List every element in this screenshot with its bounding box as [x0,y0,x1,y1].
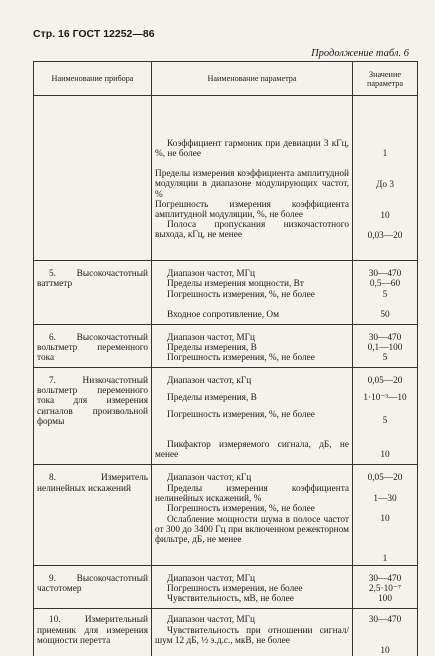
parameter-text: Входное сопротивление, Ом [167,309,279,320]
value-cell [353,465,418,565]
parameter-text: Погрешность измерения, %, не более [167,409,315,420]
parameter-cell [152,261,353,325]
table-continuation-label: Продолжение табл. 6 [311,48,409,59]
parameter-value: 10 [380,513,390,524]
value-cell [353,609,418,656]
column-header-parameter: Наименование параметра [152,62,353,96]
column-header-value: Значение параметра [353,62,418,96]
parameter-text: Диапазон частот, МГц [167,332,256,343]
parameter-text: Диапазон частот, МГц [167,269,256,279]
table-header-row [34,62,418,96]
table-row [34,261,418,325]
parameter-value: 10 [380,645,390,656]
value-cell [353,367,418,465]
parameter-value: 100 [378,594,392,605]
parameter-value: 10 [380,449,390,460]
device-name: 7. Низкочастотный вольтметр переменного тока для измерения сигналов произвольной формы [37,375,148,427]
parameter-cell [152,565,353,609]
parameter-cell [152,609,353,656]
parameter-text: Погрешность измерения, не более [167,583,303,594]
parameter-value: 30—470 [368,332,402,343]
parameter-text: Коэффициент гармоник при девиации 3 кГц, %, не более [155,139,349,160]
device-name-cell [34,609,152,656]
parameter-text: Погрешность измерения, %, не более [167,353,315,364]
value-cell [353,261,418,325]
device-name: 10. Измерительный приемник для измерения мощности перетта [37,615,148,647]
column-header-device: Наименование прибора [34,62,152,96]
parameter-text: Диапазон частот, кГц [167,375,252,386]
page-header-title: Стр. 16 ГОСТ 12252—86 [33,28,155,40]
value-cell [353,324,418,367]
parameter-text: Погрешность измерения коэффициента амплитудной модуляции, %, не более [155,200,349,221]
device-name-cell [34,96,152,261]
parameter-value: 0,1—100 [367,343,403,354]
parameters-table [33,61,418,656]
parameter-text: Чувствительность при отношении сигнал/шум 12 дБ, ½ э.д.с., мкВ, не более [155,625,349,647]
parameter-value: 0,5—60 [369,279,401,290]
parameter-text: Погрешность измерения, %, не более [167,504,315,515]
parameter-cell [152,367,353,465]
table-row [34,324,418,367]
table-row [34,609,418,656]
parameter-text: Ослабление мощности шума в полосе частот от 300 до 3400 Гц при включенном режекторном фильтре, дБ, не менее [155,514,349,546]
table-row [34,96,418,261]
parameter-text: Диапазон частот, МГц [167,615,256,626]
parameter-cell [152,96,353,261]
parameter-value: 2,5·10⁻⁷ [368,583,402,594]
device-name: 9. Высокочастотный частотомер [37,573,148,594]
parameter-text: Погрешность измерения, %, не более [167,289,315,300]
parameter-text: Диапазон частот, кГц [167,473,252,484]
parameter-value: До 3 [376,180,394,190]
device-name: 8. Измеритель нелинейных искажений [37,473,148,494]
parameter-text: Пределы измерения, В [167,343,257,354]
device-name: 6. Высокочастотный вольтметр переменного тока [37,332,148,364]
table-row [34,465,418,565]
parameter-value: 50 [380,309,390,320]
parameter-value: 5 [382,289,388,300]
parameter-text: Пределы измерения, В [167,392,257,403]
parameter-value: 30—470 [368,615,402,626]
parameter-text: Пределы измерения мощности, Вт [167,279,304,290]
parameter-cell [152,465,353,565]
parameter-value: 5 [382,353,388,364]
parameter-text: Полоса пропускания низкочастотного выхода, кГц, не менее [155,220,349,241]
parameter-value: 0,05—20 [367,473,403,484]
parameter-text: Пределы измерения коэффициента амплитудной модуляции в диапазоне модулирующих частот, % [155,169,349,200]
parameter-text: Пикфактор измеряемого сигнала, дБ, не менее [155,439,349,461]
device-name-cell [34,324,152,367]
parameter-value: 1 [382,149,388,159]
parameter-value: 30—470 [368,269,402,279]
parameter-text: Диапазон частот, МГц [167,573,256,584]
value-cell [353,565,418,609]
table-row [34,367,418,465]
parameter-value: 30—470 [368,573,402,584]
parameter-value: 1—30 [373,493,397,504]
device-name-cell [34,565,152,609]
parameter-value: 1·10⁻³—10 [363,392,407,403]
parameter-cell [152,324,353,367]
device-name-cell [34,367,152,465]
parameter-value: 0,05—20 [367,375,403,386]
parameter-value: 10 [380,211,390,221]
parameter-value: 0,03—20 [367,231,403,241]
device-name-cell [34,261,152,325]
parameter-value: 5 [382,415,388,426]
parameter-text: Чувствительность, мВ, не более [167,594,294,605]
parameter-value: 1 [382,554,388,565]
value-cell [353,96,418,261]
table-row [34,565,418,609]
device-name-cell [34,465,152,565]
parameter-text: Пределы измерения коэффициента нелинейных искажений, % [155,483,349,504]
device-name: 5. Высокочастотный ваттметр [37,269,148,290]
